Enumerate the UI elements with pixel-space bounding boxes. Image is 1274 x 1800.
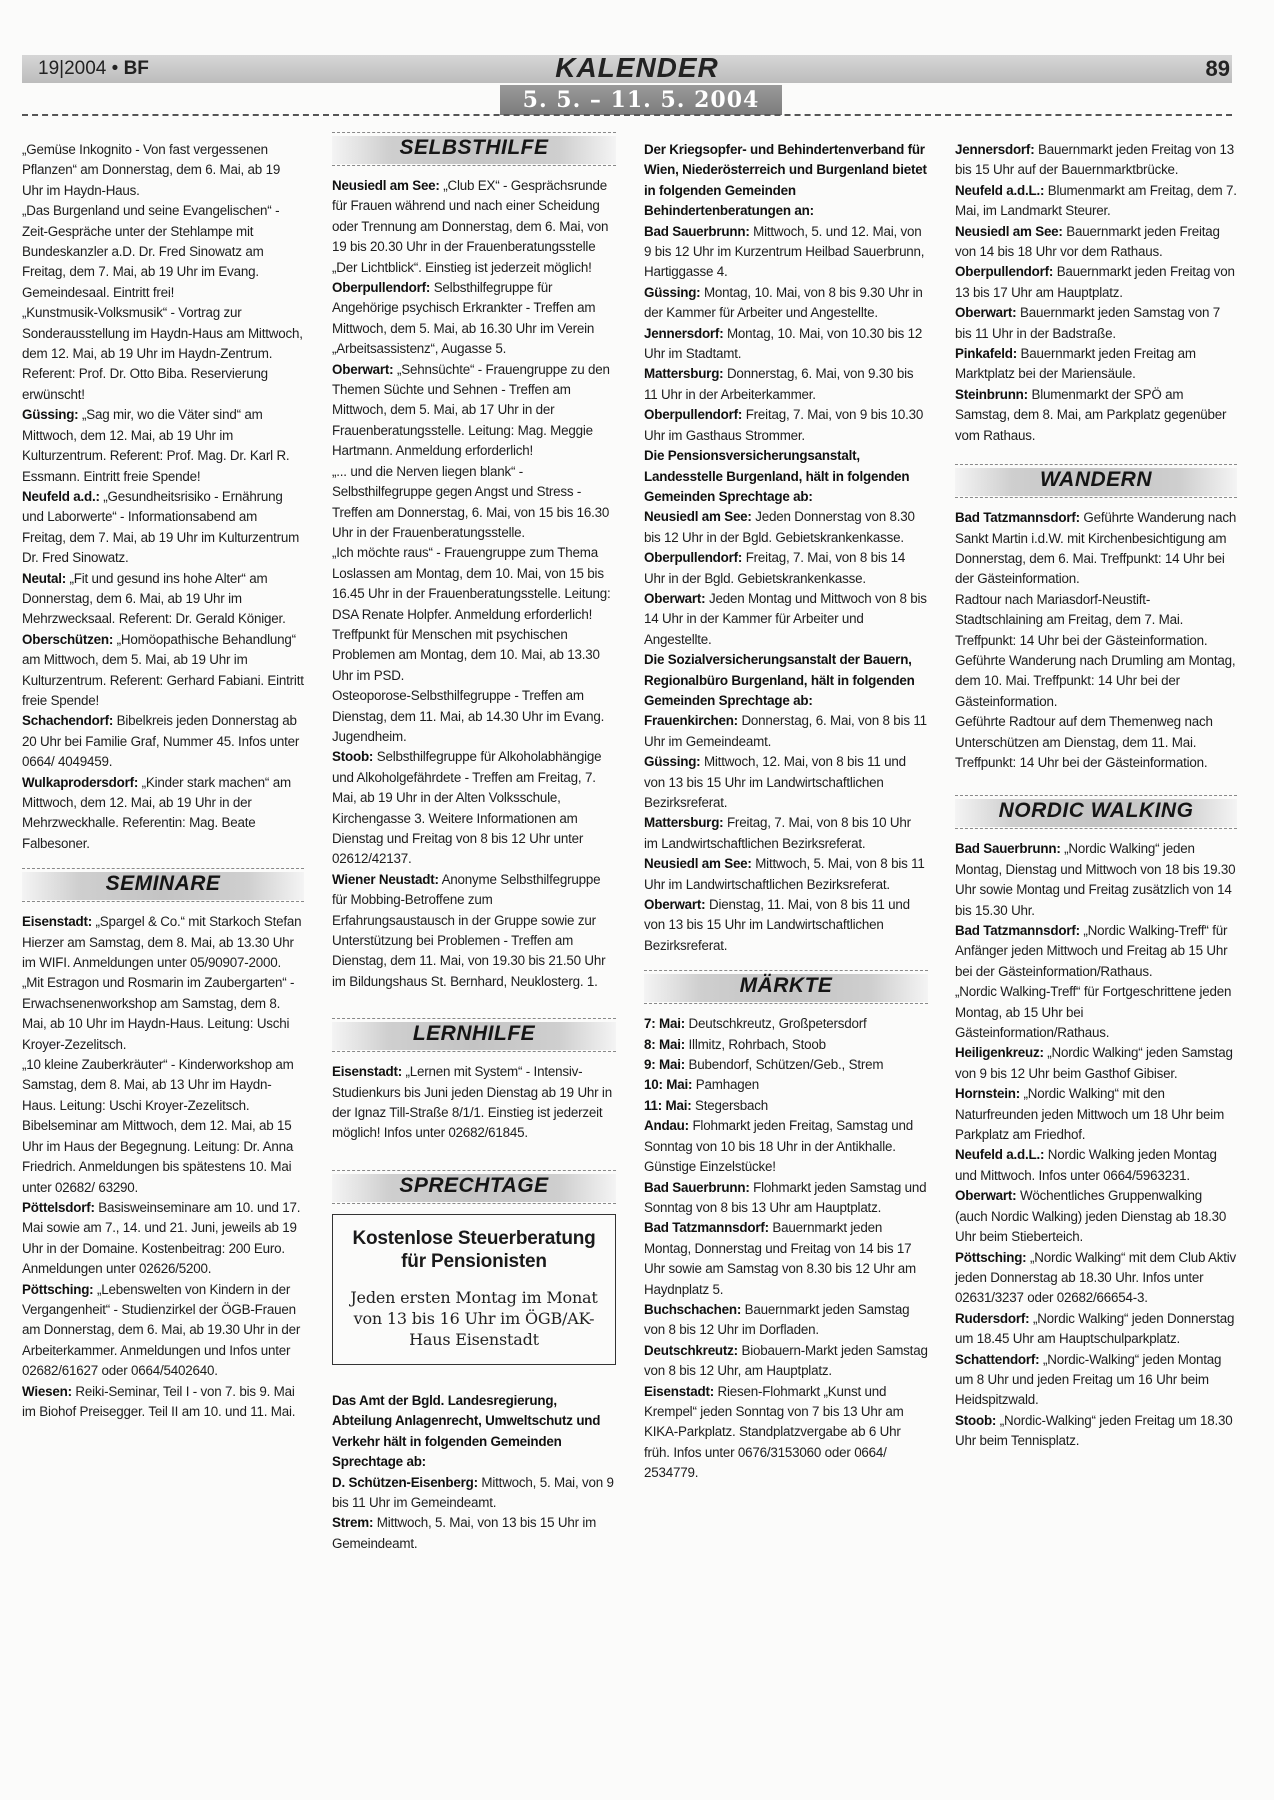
entry-text: „Homöopathische Behandlung“ am Mittwoch, dem 5. Mai, ab 19 Uhr im Kulturzentrum. Referent: Gerhard Fabiani. Eintritt freie Spende! [22, 631, 304, 708]
calendar-entry [332, 870, 616, 992]
entry-place: Neufeld a.d.: [22, 488, 100, 504]
entry-text: Flohmarkt jeden Freitag, Samstag und Sonntag von 10 bis 18 Uhr in der Antikhalle. Günstige Einzelstücke! [644, 1118, 913, 1175]
calendar-entry [955, 140, 1237, 181]
calendar-entry [332, 1062, 616, 1144]
entry-place: Bad Sauerbrunn: [644, 223, 750, 239]
calendar-entry [22, 1280, 304, 1382]
entry-place: Neufeld a.d.L.: [955, 1147, 1045, 1163]
section-header-nordic-walking [955, 795, 1237, 829]
entry-text: Bauernmarkt jeden Montag, Donnerstag und Freitag von 14 bis 17 Uhr sowie am Samstag von 8.30 bis 12 Uhr am Haydnplatz 5. [644, 1220, 916, 1297]
entry-place: Hornstein: [955, 1086, 1020, 1102]
calendar-entry [644, 1096, 928, 1116]
entry-text: Bubendorf, Schützen/Geb., Strem [685, 1057, 884, 1073]
entry-text: Deutschkreutz, Großpetersdorf [685, 1016, 867, 1032]
calendar-entry [644, 752, 928, 813]
page-number: 89 [1205, 56, 1230, 81]
calendar-entry [644, 895, 928, 956]
calendar-entry [644, 1218, 928, 1300]
entry-place: 10: Mai: [644, 1077, 693, 1093]
entry-place: Steinbrunn: [955, 386, 1028, 402]
entry-place: 7: Mai: [644, 1016, 686, 1032]
entry-text: Bauernmarkt jeden Freitag am Marktplatz bei der Mariensäule. [955, 346, 1196, 382]
entry-place: Bad Tatzmannsdorf: [955, 510, 1080, 526]
issue-number: 19|2004 [38, 58, 107, 79]
entry-text: Donnerstag, 6. Mai, von 8 bis 11 Uhr im Gemeindeamt. [644, 713, 927, 749]
calendar-entry [644, 1300, 928, 1341]
publication-name: BF [123, 58, 149, 79]
entry-place: Neutal: [22, 570, 66, 586]
entry-text: Geführte Wanderung nach Drumling am Montag, dem 10. Mai. Treffpunkt: 14 Uhr bei der Gästeinformation. [955, 652, 1236, 709]
entry-place: Buchschachen: [644, 1301, 742, 1317]
entry-text: Mittwoch, 5. Mai, von 13 bis 15 Uhr im Gemeindeamt. [332, 1515, 597, 1551]
seminare-entries [22, 912, 304, 1422]
calendar-entry [644, 1178, 928, 1219]
section-header-seminare [22, 868, 304, 902]
entry-text: „Sehnsüchte“ - Frauengruppe zu den Themen Süchte und Sehnen - Treffen am Mittwoch, dem 5. Mai, ab 17 Uhr in der Frauenberatungsstelle. Leitung: Mag. Meggie Hartmann. Anmeldung erforderlich! [332, 361, 610, 459]
entry-place: Pöttelsdorf: [22, 1199, 95, 1215]
entry-text: Blumenmarkt am Freitag, dem 7. Mai, im Landmarkt Steurer. [955, 182, 1237, 219]
entry-text: „10 kleine Zauberkräuter“ - Kinderworkshop am Samstag, dem 8. Mai, ab 13 Uhr im Haydn-Haus. Leitung: Uschi Kroyer-Zezelitsch. [22, 1057, 294, 1113]
entry-text: „Fit und gesund ins hohe Alter“ am Donnerstag, dem 6. Mai, ab 19 Uhr im Mehrzwecksaal. Referent: Dr. Gerald Königer. [22, 570, 286, 627]
entry-text: „Nordic Walking-Treff“ für Fortgeschrittene jeden Montag, ab 15 Uhr bei Gästeinformation/Rathaus. [955, 984, 1232, 1041]
entry-place: Eisenstadt: [332, 1064, 402, 1080]
section-title: LERNHILFE [412, 1022, 536, 1046]
calendar-entry [955, 344, 1237, 385]
calendar-entry [955, 982, 1237, 1043]
entry-text: Mittwoch, 5. Mai, von 8 bis 11 Uhr im Landwirtschaftlichen Bezirksreferat. [644, 856, 925, 892]
calendar-entry [955, 921, 1237, 982]
entry-text: „Club EX“ - Gesprächsrunde für Frauen während und nach einer Scheidung oder Trennung am Donnerstag, dem 6. Mai, von 19 bis 20.30 Uhr in der Frauenberatungsstelle „Der Lichtblick“. Einstieg ist jederzeit möglich! [332, 178, 609, 275]
entry-text: Donnerstag, 6. Mai, von 9.30 bis 11 Uhr in der Arbeiterkammer. [644, 366, 914, 402]
entry-text: Dienstag, 11. Mai, von 8 bis 11 und von 13 bis 15 Uhr im Landwirtschaftlichen Bezirksreferat. [644, 897, 910, 953]
calendar-entry [332, 543, 616, 625]
calendar-entry [955, 385, 1237, 446]
calendar-entry [644, 1382, 928, 1484]
entry-text: „... und die Nerven liegen blank“ - Selbsthilfegruppe gegen Angst und Stress - Treffen am Donnerstag, 6. Mai, von 15 bis 16.30 Uhr in der Frauenberatungsstelle. [332, 463, 610, 540]
wandern-entries [955, 508, 1237, 773]
entry-place: Die Sozialversicherungsanstalt der Bauern, Regionalbüro Burgenland, hält in folgenden Gemeinden Sprechtage ab: [644, 652, 915, 708]
entry-text: Bauernmarkt jeden Freitag von 13 bis 17 Uhr am Hauptplatz. [955, 264, 1235, 300]
entry-text: Reiki-Seminar, Teil I - von 7. bis 9. Mai im Biohof Preisegger. Teil II am 10. und 11. Mai. [22, 1383, 296, 1419]
entry-place: Wiener Neustadt: [332, 871, 439, 887]
entry-place: Güssing: [644, 284, 701, 300]
calendar-entry [22, 1116, 304, 1198]
section-header-sprechtage [332, 1170, 616, 1204]
calendar-entry [22, 487, 304, 569]
calendar-entry [644, 813, 928, 854]
calendar-entry [332, 462, 616, 544]
calendar-entry [22, 630, 304, 712]
entry-text: „Lebenswelten von Kindern in der Vergangenheit“ - Studienzirkel der ÖGB-Frauen am Donnerstag, dem 6. Mai, ab 19.30 Uhr in der Arbeiterkammer. Anmeldungen und Infos unter 02682/61627 oder 0664/5402640. [22, 1281, 301, 1379]
box-body: Jeden ersten Montag im Monat von 13 bis 16 Uhr im ÖGB/AK-Haus Eisenstadt [350, 1287, 598, 1349]
entry-place: Neusiedl am See: [332, 178, 440, 193]
calendar-entry [955, 508, 1237, 590]
entry-text: Stegersbach [691, 1097, 769, 1113]
calendar-entry [644, 283, 928, 324]
entry-place: Oberpullendorf: [644, 407, 743, 423]
calendar-entry [22, 1382, 304, 1423]
entry-text: „Nordic Walking-Treff“ für Anfänger jeden Mittwoch und Freitag ab 15 Uhr bei der Gästeinformation/Rathaus. [955, 923, 1228, 979]
calendar-entry [22, 405, 304, 487]
calendar-entry [644, 548, 928, 589]
entry-place: Jennersdorf: [955, 142, 1035, 157]
entry-text: Selbsthilfegruppe für Angehörige psychisch Erkrankter - Treffen am Mittwoch, dem 5. Mai, ab 16.30 Uhr im Verein „Arbeitsassistenz“, Augasse 5. [332, 280, 596, 357]
section-title: SELBSTHILFE [399, 136, 549, 159]
entry-place: Oberwart: [644, 590, 706, 606]
calendar-entry [955, 1248, 1237, 1309]
calendar-entry [955, 262, 1237, 303]
section-title: MÄRKTE [739, 974, 833, 998]
entry-text: Jeden Donnerstag von 8.30 bis 12 Uhr in der Bgld. Gebietskrankenkasse. [644, 509, 915, 545]
maerkte-continued-entries [955, 140, 1237, 446]
calendar-entry [644, 446, 928, 507]
entry-text: Bauernmarkt jeden Freitag von 14 bis 18 Uhr vor dem Rathaus. [955, 223, 1220, 260]
calendar-entry [332, 747, 616, 869]
entry-text: Bauernmarkt jeden Samstag von 8 bis 12 Uhr im Dorfladen. [644, 1301, 910, 1338]
entry-place: Bad Sauerbrunn: [644, 1179, 750, 1195]
header-divider [22, 114, 1232, 116]
entry-text: „Nordic Walking“ mit dem Club Aktiv jeden Donnerstag ab 18.30 Uhr. Infos unter 02631/3237 oder 02682/66654-3. [955, 1249, 1237, 1306]
entry-text: Riesen-Flohmarkt „Kunst und Krempel“ jeden Sonntag von 7 bis 13 Uhr am KIKA-Parkplatz. Standplatzvergabe ab 6 Uhr früh. Infos unter 0676/3153060 oder 0664/ 2534779. [644, 1383, 904, 1481]
entry-place: Eisenstadt: [22, 914, 92, 930]
sprechtage-entries [332, 1391, 616, 1554]
calendar-entry [644, 222, 928, 283]
entry-text: „Spargel & Co.“ mit Starkoch Stefan Hierzer am Samstag, dem 8. Mai, ab 13.30 Uhr im WIFI. Anmeldungen unter 05/90907-2000. [22, 914, 302, 971]
page-title: KALENDER [555, 52, 719, 83]
entry-text: „Gesundheitsrisiko - Ernährung und Laborwerte“ - Informationsabend am Freitag, dem 7. Mai, ab 19 Uhr im Kulturzentrum Dr. Fred Sinowatz. [22, 488, 300, 566]
entry-text: „Mit Estragon und Rosmarin im Zaubergarten“ - Erwachsenenworkshop am Samstag, dem 8. Mai, ab 10 Uhr im Haydn-Haus. Leitung: Uschi Kroyer-Zezelitsch. [22, 975, 295, 1052]
entry-text: Bauernmarkt jeden Samstag von 7 bis 11 Uhr in der Badstraße. [955, 305, 1220, 341]
entry-place: 11: Mai: [644, 1097, 692, 1113]
entry-text: Montag, 10. Mai, von 10.30 bis 12 Uhr im Stadtamt. [644, 325, 923, 362]
entry-text: „Kunstmusik-Volksmusik“ - Vortrag zur Sonderausstellung im Haydn-Haus am Mittwoch, dem 12. Mai, ab 19 Uhr im Haydn-Zentrum. Referent: Prof. Dr. Otto Biba. Reservierung erwünscht! [22, 305, 303, 402]
entry-place: Deutschkreutz: [644, 1342, 738, 1358]
entry-text: Illmitz, Rohrbach, Stoob [685, 1036, 826, 1052]
entry-place: Güssing: [644, 754, 701, 770]
calendar-entry [332, 686, 616, 747]
bullet: • [111, 58, 119, 79]
entry-text: „Nordic Walking“ mit den Naturfreunden jeden Mittwoch um 18 Uhr beim Parkplatz am Friedhof. [955, 1086, 1225, 1143]
entry-place: Mattersburg: [644, 366, 724, 382]
calendar-entry [332, 625, 616, 686]
calendar-entry [22, 711, 304, 772]
calendar-entry [955, 303, 1237, 344]
section-title: SEMINARE [105, 872, 221, 896]
section-header-selbsthilfe [332, 132, 616, 166]
calendar-entry [22, 1055, 304, 1116]
calendar-entry [22, 569, 304, 630]
entry-place: Der Kriegsopfer- und Behindertenverband für Wien, Niederösterreich und Burgenland bietet in folgenden Gemeinden Behindertenberatungen an: [644, 142, 927, 219]
entry-text: Selbsthilfegruppe für Alkoholabhängige und Alkoholgefährdete - Treffen am Freitag, 7. Mai, ab 19 Uhr in der Alten Volksschule, Kirchengasse 3. Weitere Informationen am Dienstag und Freitag von 8 bis 12 Uhr unter 02612/42137. [332, 749, 602, 867]
entry-text: „Gemüse Inkognito - Von fast vergessenen Pflanzen“ am Donnerstag, dem 6. Mai, ab 19 Uhr im Haydn-Haus. [22, 142, 281, 198]
entry-text: Mittwoch, 12. Mai, von 8 bis 11 und von 13 bis 15 Uhr im Landwirtschaftlichen Bezirksreferat. [644, 754, 906, 810]
calendar-entry [644, 1116, 928, 1177]
calendar-entry [955, 1350, 1237, 1411]
entry-place: Pöttsching: [955, 1249, 1027, 1265]
entry-text: „Ich möchte raus“ - Frauengruppe zum Thema Loslassen am Montag, dem 10. Mai, von 15 bis 16.45 Uhr in der Frauenberatungsstelle. Leitung: DSA Renate Holpfer. Anmeldung erforderlich! [332, 545, 611, 622]
entry-place: Wiesen: [22, 1383, 72, 1399]
section-header-maerkte [644, 970, 928, 1004]
entry-place: Bad Tatzmannsdorf: [644, 1220, 769, 1236]
calendar-entry [332, 278, 616, 360]
entry-text: Nordic Walking jeden Montag und Mittwoch. Infos unter 0664/5963231. [955, 1147, 1217, 1183]
date-range: 5. 5. – 11. 5. 2004 [500, 85, 782, 115]
entry-place: Oberschützen: [22, 631, 114, 647]
entry-text: Freitag, 7. Mai, von 8 bis 10 Uhr im Landwirtschaftlichen Bezirksreferat. [644, 815, 911, 851]
entry-place: Frauenkirchen: [644, 713, 738, 729]
entry-text: Bauernmarkt jeden Freitag von 13 bis 15 Uhr auf der Bauernmarktbrücke. [955, 142, 1235, 178]
entry-text: Freitag, 7. Mai, von 8 bis 14 Uhr in der Bgld. Gebietskrankenkasse. [644, 550, 906, 586]
entry-text: Blumenmarkt der SPÖ am Samstag, dem 8. Mai, am Parkplatz gegenüber vom Rathaus. [955, 386, 1227, 443]
calendar-entry [22, 773, 304, 855]
entry-text: Mittwoch, 5. Mai, von 9 bis 11 Uhr im Gemeindeamt. [332, 1474, 614, 1510]
entry-place: Neufeld a.d.L.: [955, 182, 1045, 198]
entry-text: Biobauern-Markt jeden Samstag von 8 bis 12 Uhr, am Hauptplatz. [644, 1342, 928, 1379]
entry-place: Neusiedl am See: [644, 509, 752, 525]
entry-text: „Nordic-Walking“ jeden Montag um 8 Uhr und jeden Freitag um 16 Uhr beim Heidspitzwald. [955, 1351, 1222, 1408]
calendar-entry [332, 1391, 616, 1473]
entry-text: Montag, 10. Mai, von 8 bis 9.30 Uhr in der Kammer für Arbeiter und Angestellte. [644, 284, 923, 321]
entry-place: Pöttsching: [22, 1281, 94, 1297]
entry-place: Strem: [332, 1515, 374, 1531]
entry-text: Freitag, 7. Mai, von 9 bis 10.30 Uhr im Gasthaus Strommer. [644, 407, 924, 443]
entry-place: 9: Mai: [644, 1057, 686, 1073]
calendar-entry [955, 590, 1237, 651]
entry-place: Rudersdorf: [955, 1310, 1030, 1326]
calendar-entry [644, 1014, 928, 1034]
box-title: Kostenlose Steuerberatung für Pensionisten [352, 1227, 596, 1272]
entry-text: „Das Burgenland und seine Evangelischen“ - Zeit-Gespräche unter der Stehlampe mit Bundeskanzler a.D. Dr. Fred Sinowatz am Freitag, dem 7. Mai, ab 19 Uhr im Evang. Gemeindesaal. Eintritt frei! [22, 203, 280, 300]
calendar-entry [644, 140, 928, 222]
calendar-entry [644, 405, 928, 446]
entry-place: Mattersburg: [644, 815, 724, 831]
entry-text: „Nordic Walking“ jeden Montag, Dienstag und Mittwoch von 18 bis 19.30 Uhr sowie Montag und Freitag zusätzlich von 14 bis 15.30 Uhr. [955, 841, 1236, 918]
column-1-entries [22, 140, 304, 854]
entry-place: Stoob: [955, 1412, 997, 1428]
entry-place: Heiligenkreuz: [955, 1045, 1044, 1061]
entry-text: Treffpunkt für Menschen mit psychischen Problemen am Montag, dem 10. Mai, ab 13.30 Uhr im PSD. [332, 626, 600, 683]
entry-place: Pinkafeld: [955, 346, 1017, 362]
entry-text: Bibelkreis jeden Donnerstag ab 20 Uhr bei Familie Graf, Nummer 45. Infos unter 0664/ 4049459. [22, 713, 300, 770]
calendar-entry [644, 1035, 928, 1055]
calendar-entry [22, 1198, 304, 1280]
column-1 [22, 140, 304, 1422]
calendar-entry [955, 712, 1237, 773]
entry-place: Oberpullendorf: [332, 280, 431, 296]
calendar-entry [332, 1473, 616, 1514]
calendar-entry [644, 324, 928, 365]
entry-text: Osteoporose-Selbsthilfegruppe - Treffen am Dienstag, dem 11. Mai, ab 14.30 Uhr im Evang. Jugendheim. [332, 688, 605, 744]
calendar-entry [644, 711, 928, 752]
calendar-entry [955, 1145, 1237, 1186]
entry-text: Basisweinseminare am 10. und 17. Mai sowie am 7., 14. und 21. Juni, jeweils ab 19 Uhr in der Domaine. Kostenbeitrag: 200 Euro. Anmeldungen unter 02626/5200. [22, 1199, 301, 1277]
entry-place: Oberwart: [644, 897, 706, 913]
calendar-entry [22, 140, 304, 201]
calendar-entry [644, 589, 928, 650]
entry-text: Anonyme Selbsthilfegruppe für Mobbing-Betroffene zum Erfahrungsaustausch in der Gruppe sowie zur Unterstützung bei Problemen - Treffen am Dienstag, dem 11. Mai, von 19.30 bis 21.50 Uhr im Bildungshaus St. Bernhard, Neuklosterg. 1. [332, 871, 606, 989]
calendar-entry [644, 854, 928, 895]
entry-text: „Lernen mit System“ - Intensiv-Studienkurs bis Juni jeden Dienstag ab 19 Uhr in der Ignaz Till-Straße 8/1/1. Einstieg ist jederzeit möglich! Infos unter 02682/61845. [332, 1064, 612, 1141]
entry-place: Eisenstadt: [644, 1383, 714, 1399]
section-title: NORDIC WALKING [998, 799, 1194, 823]
entry-text: Jeden Montag und Mittwoch von 8 bis 14 Uhr in der Kammer für Arbeiter und Angestellte. [644, 590, 927, 647]
entry-text: Radtour nach Mariasdorf-Neustift-Stadtschlaining am Freitag, dem 7. Mai. Treffpunkt: 14 Uhr bei der Gästeinformation. [955, 591, 1208, 648]
calendar-entry [955, 1084, 1237, 1145]
entry-place: 8: Mai: [644, 1036, 686, 1052]
calendar-entry [955, 1186, 1237, 1247]
entry-place: Oberwart: [955, 1188, 1017, 1204]
calendar-entry [644, 1341, 928, 1382]
calendar-entry [644, 1055, 928, 1075]
lernhilfe-entries [332, 1062, 616, 1144]
entry-place: Oberpullendorf: [644, 550, 743, 566]
entry-text: „Nordic Walking“ jeden Samstag von 9 bis 12 Uhr beim Gasthof Gibiser. [955, 1045, 1233, 1081]
column-3 [644, 140, 928, 1484]
entry-place: Die Pensionsversicherungsanstalt, Landesstelle Burgenland, hält in folgenden Gemeinden Sprechtage ab: [644, 448, 910, 504]
entry-text: Geführte Radtour auf dem Themenweg nach Unterschützen am Dienstag, dem 11. Mai. Treffpunkt: 14 Uhr bei der Gästeinformation. [955, 714, 1213, 770]
entry-place: Stoob: [332, 749, 374, 765]
calendar-entry [22, 912, 304, 973]
section-title: SPRECHTAGE [399, 1173, 549, 1197]
calendar-entry [955, 181, 1237, 222]
entry-place: Neusiedl am See: [644, 856, 752, 872]
entry-place: Güssing: [22, 407, 79, 423]
section-header-lernhilfe [332, 1018, 616, 1052]
section-header-wandern [955, 464, 1237, 498]
entry-text: Geführte Wanderung nach Sankt Martin i.d.W. mit Kirchenbesichtigung am Donnerstag, dem 6. Mai. Treffpunkt: 14 Uhr bei der Gästeinformation. [955, 510, 1237, 587]
calendar-entry [644, 507, 928, 548]
entry-place: Wulkaprodersdorf: [22, 774, 139, 790]
calendar-entry [955, 651, 1237, 712]
calendar-entry [332, 360, 616, 462]
entry-text: „Sag mir, wo die Väter sind“ am Mittwoch, dem 12. Mai, ab 19 Uhr im Kulturzentrum. Referent: Prof. Mag. Dr. Karl R. Essmann. Eintritt freie Spende! [22, 407, 290, 484]
calendar-entry [22, 201, 304, 303]
entry-text: „Nordic Walking“ jeden Donnerstag um 18.45 Uhr am Hauptschulparkplatz. [955, 1310, 1235, 1347]
calendar-entry [955, 1309, 1237, 1350]
nordic-walking-entries [955, 839, 1237, 1451]
column-4 [955, 140, 1237, 1452]
entry-text: Pamhagen [692, 1077, 759, 1093]
entry-place: Oberwart: [955, 305, 1017, 321]
calendar-entry [644, 1075, 928, 1095]
calendar-entry [22, 973, 304, 1055]
calendar-entry [644, 650, 928, 711]
maerkte-entries [644, 1014, 928, 1483]
calendar-entry [332, 1513, 616, 1554]
column-2 [332, 136, 616, 1554]
calendar-entry [955, 1043, 1237, 1084]
selbsthilfe-entries [332, 176, 616, 992]
entry-place: Schachendorf: [22, 713, 114, 729]
calendar-entry [955, 1411, 1237, 1452]
entry-text: Mittwoch, 5. und 12. Mai, von 9 bis 12 Uhr im Kurzentrum Heilbad Sauerbrunn, Hartiggasse 4. [644, 223, 925, 280]
entry-text: Wöchentliches Gruppenwalking (auch Nordic Walking) jeden Dienstag ab 18.30 Uhr beim Stieberteich. [955, 1188, 1227, 1245]
section-title: WANDERN [1040, 468, 1152, 492]
entry-text: Flohmarkt jeden Samstag und Sonntag von 8 bis 13 Uhr am Hauptplatz. [644, 1179, 927, 1215]
entry-place: Jennersdorf: [644, 325, 724, 341]
entry-text: Bibelseminar am Mittwoch, dem 12. Mai, ab 15 Uhr im Haus der Begegnung. Leitung: Dr. Anna Friedrich. Anmeldungen bis spätestens 10. Mai unter 02682/ 63290. [22, 1118, 294, 1195]
entry-place: Neusiedl am See: [955, 223, 1063, 239]
entry-place: Schattendorf: [955, 1351, 1040, 1367]
calendar-entry [644, 364, 928, 405]
entry-text: „Nordic-Walking“ jeden Freitag um 18.30 Uhr beim Tennisplatz. [955, 1412, 1233, 1449]
calendar-entry [332, 176, 616, 278]
entry-place: Bad Tatzmannsdorf: [955, 923, 1080, 938]
entry-place: Das Amt der Bgld. Landesregierung, Abteilung Anlagenrecht, Umweltschutz und Verkehr hält in folgenden Gemeinden Sprechtage ab: [332, 1392, 601, 1470]
sprechtage-continued-entries [644, 140, 928, 956]
entry-text: „Kinder stark machen“ am Mittwoch, dem 12. Mai, ab 19 Uhr in der Mehrzweckhalle. Referentin: Mag. Beate Falbesoner. [22, 774, 291, 851]
entry-place: D. Schützen-Eisenberg: [332, 1474, 478, 1490]
entry-place: Oberwart: [332, 361, 394, 377]
entry-place: Oberpullendorf: [955, 264, 1054, 280]
calendar-entry [955, 839, 1237, 921]
entry-place: Andau: [644, 1118, 689, 1134]
entry-place: Bad Sauerbrunn: [955, 841, 1061, 857]
tax-advice-box [332, 1214, 616, 1365]
calendar-entry [22, 303, 304, 405]
calendar-entry [955, 222, 1237, 263]
